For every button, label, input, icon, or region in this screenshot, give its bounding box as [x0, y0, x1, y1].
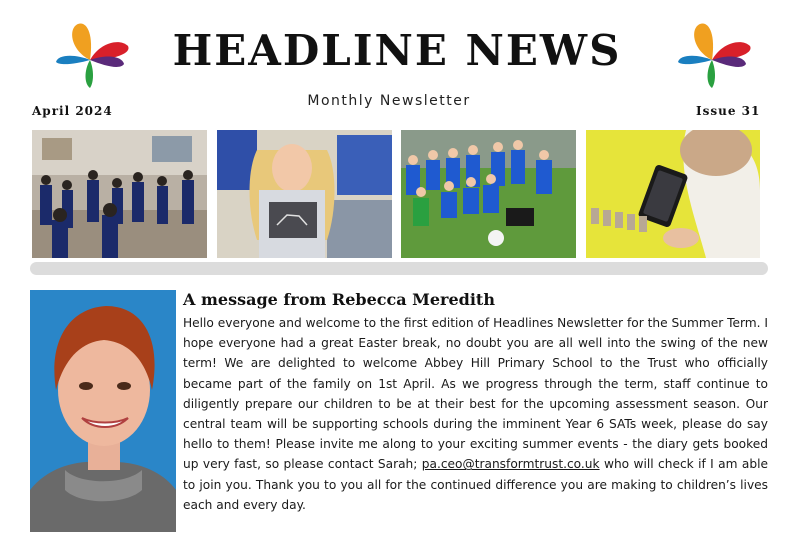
photo-girl-drawing	[217, 130, 392, 258]
article-heading: A message from Rebecca Meredith	[183, 290, 495, 309]
divider-bar	[30, 262, 768, 275]
article-body-part-1: Hello everyone and welcome to the first edition of Headlines Newsletter for the Summer Term. I hope everyone had a great Easter break, no doubt you are all well into the swing of the new term! We are delighted to welcome Abbey Hill Primary School to the Trust who officially became part of the family on 1st April. As we progress through the term, staff continue to diligently prepare our children to be at their best for the upcoming assessment season. Our central team will be supporting schools during the imminent Year 6 SATs week, please do say hello to them! Please invite me along to your exciting summer events - the diary gets booked up very fast, so please contact Sarah;	[183, 316, 768, 472]
photo-football-team	[401, 130, 576, 258]
portrait-photo	[30, 290, 176, 532]
article-body-part-2: who will check if I am able to join you. Thank you to you all for the continued difference you are making to children’s lives each and every day.	[183, 457, 768, 512]
newsletter-title: HEADLINE NEWS	[172, 26, 622, 75]
article-body	[183, 313, 768, 515]
issue-number: Issue 31	[696, 104, 761, 118]
photo-dance-hall	[32, 130, 207, 258]
photo-tablet-child	[586, 130, 760, 258]
newsletter-subtitle: Monthly Newsletter	[307, 93, 471, 109]
issue-date: April 2024	[32, 104, 113, 118]
email-link[interactable]: pa.ceo@transformtrust.co.uk	[421, 457, 600, 472]
